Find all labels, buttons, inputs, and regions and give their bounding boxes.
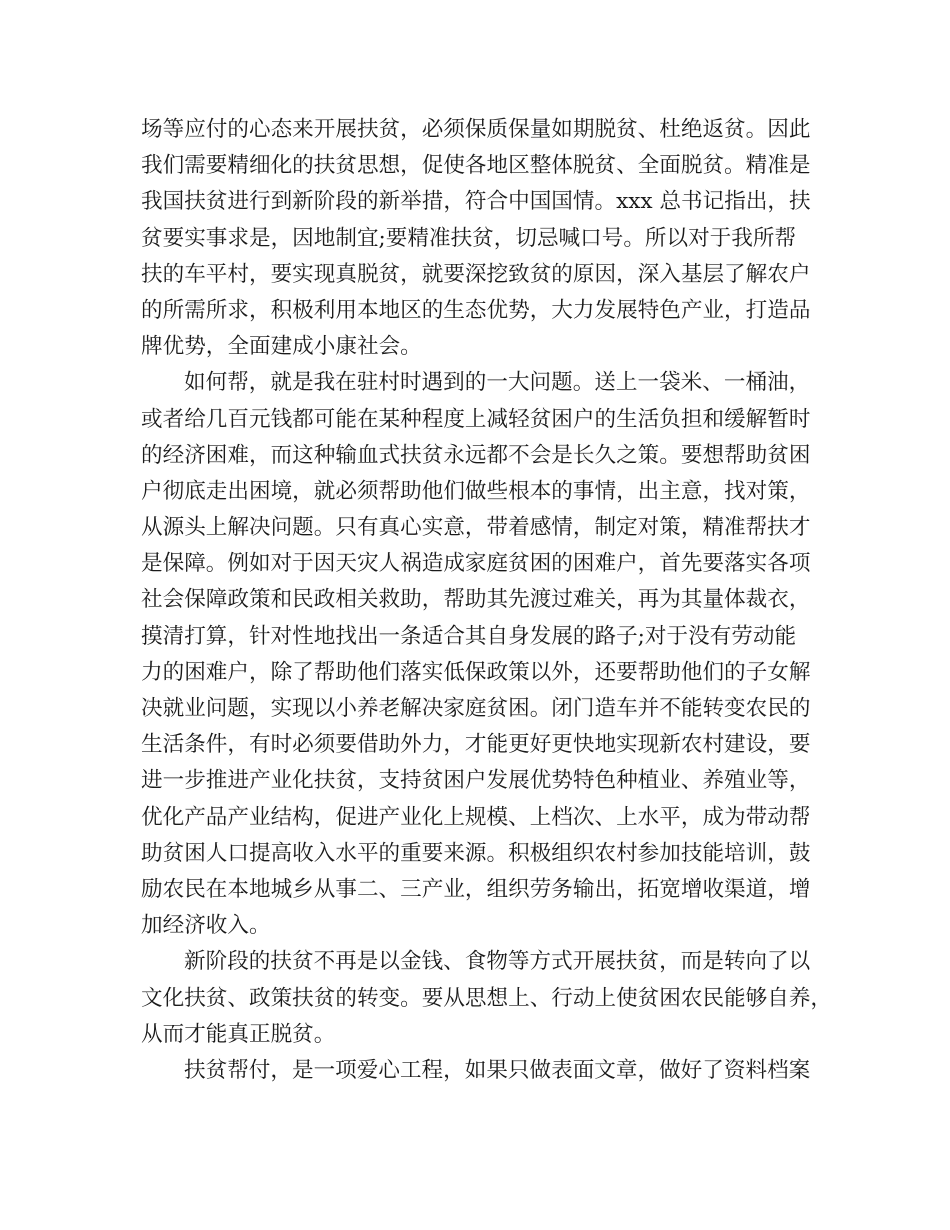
text-line: 户彻底走出困境，就必须帮助他们做些根本的事情，出主意，找对策， [141,478,811,504]
text-line: 文化扶贫、政策扶贫的转变。要从思想上、行动上使贫困农民能够自养， [141,985,833,1011]
text-line: 扶的车平村，要实现真脱贫，就要深挖致贫的原因，深入基层了解农户 [141,261,811,287]
text-line: 的经济困难，而这种输血式扶贫永远都不会是长久之策。要想帮助贫困 [141,442,811,468]
paragraph [141,365,826,944]
document-body [141,112,833,1089]
text-line: 从源头上解决问题。只有真心实意，带着感情，制定对策，精准帮扶才 [141,515,811,541]
text-line: 贫要实事求是，因地制宜;要精准扶贫，切忌喊口号。所以对于我所帮 [141,225,797,251]
text-line: 进一步推进产业化扶贫，支持贫困户发展优势特色种植业、养殖业等， [141,768,811,794]
text-line: 励农民在本地城乡从事二、三产业，组织劳务输出，拓宽增收渠道，增 [141,876,811,902]
paragraph [141,944,833,1053]
text-line: 生活条件，有时必须要借助外力，才能更好更快地实现新农村建设，要 [141,732,811,758]
text-line: 从而才能真正脱贫。 [141,1021,336,1047]
text-line: 决就业问题，实现以小养老解决家庭贫困。闭门造车并不能转变农民的 [141,696,811,721]
text-line: 我国扶贫进行到新阶段的新举措，符合中国国情。xxx 总书记指出，扶 [141,189,811,215]
text-line: 新阶段的扶贫不再是以金钱、食物等方式开展扶贫，而是转向了以 [184,949,811,975]
text-line: 助贫困人口提高收入水平的重要来源。积极组织农村参加技能培训，鼓 [141,840,811,866]
text-line: 场等应付的心态来开展扶贫，必须保质保量如期脱贫、杜绝返贫。因此 [141,117,811,142]
text-line: 的所需所求，积极利用本地区的生态优势，大力发展特色产业，打造品 [141,297,811,323]
text-line: 或者给几百元钱都可能在某种程度上减轻贫困户的生活负担和缓解暂时 [141,406,811,432]
paragraph [141,112,826,365]
text-line: 扶贫帮付，是一项爱心工程，如果只做表面文章，做好了资料档案 [184,1057,811,1083]
text-line: 如何帮，就是我在驻村时遇到的一大问题。送上一袋米、一桶油， [184,370,811,396]
text-line: 加经济收入。 [141,913,271,939]
text-line: 我们需要精细化的扶贫思想，促使各地区整体脱贫、全面脱贫。精准是 [141,153,811,179]
text-line: 社会保障政策和民政相关救助，帮助其先渡过难关，再为其量体裁衣， [141,587,811,613]
text-line: 牌优势，全面建成小康社会。 [141,334,422,360]
paragraph [141,1053,826,1089]
text-line: 力的困难户，除了帮助他们落实低保政策以外，还要帮助他们的子女解 [141,659,811,685]
text-line: 优化产品产业结构，促进产业化上规模、上档次、上水平，成为带动帮 [141,804,811,830]
text-line: 是保障。例如对于因天灾人祸造成家庭贫困的困难户，首先要落实各项 [141,551,811,577]
text-line: 摸清打算，针对性地找出一条适合其自身发展的路子;对于没有劳动能 [141,623,797,649]
